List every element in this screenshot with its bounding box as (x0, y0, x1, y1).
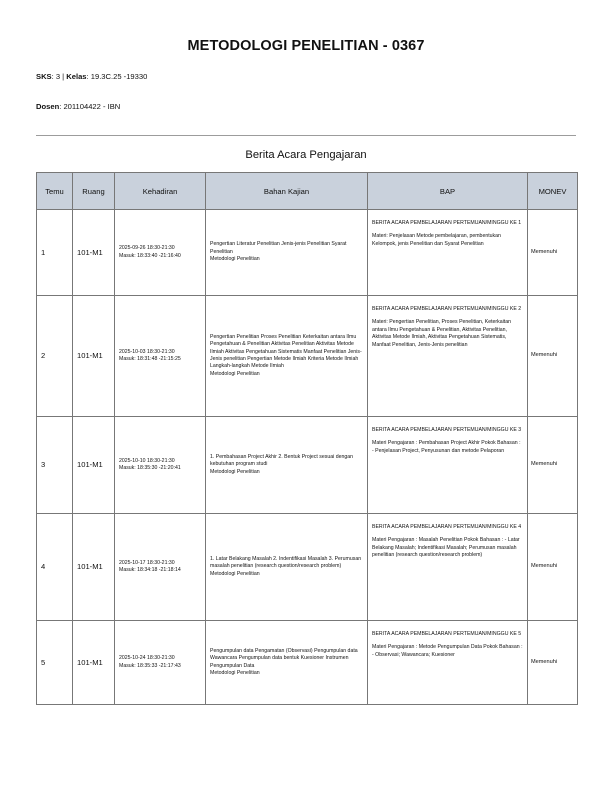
kehadiran-masuk: Masuk: 18:33:40 -21:16:40 (119, 252, 181, 259)
bahan-topik: 1. Pembahasan Project Akhir 2. Bentuk Project sesuai dengan kebutuhan program studi (210, 453, 354, 468)
sks-label: SKS (36, 72, 52, 81)
bahan-topik: Pengumpulan data Pengamatan (Observasi) Pengumpulan data Wawancara Pengumpulan data bentuk Kuesioner Instrumen Pengumpulan Data (210, 647, 358, 669)
bahan-matakuliah: Metodologi Penelitian (210, 669, 260, 676)
kehadiran-masuk: Masuk: 18:31:48 -21:15:25 (119, 356, 181, 362)
cell-monev: Memenuhi (528, 621, 578, 705)
cell-bahan-kajian (206, 210, 368, 296)
bahan-topik: Pengertian Penelitian Proses Penelitian Keterkaitan antara Ilmu Pengetahuan & Penelitian Aktivitas Penelitian Aktivitas Metode Ilmiah Aktivitas Pengetahuan Sistematis Manfaat Penelitian Jenis-Jenis penelitian Pengertian Metode Ilmiah Kriteria Metode Ilmiah Langkah-langkah Metode Ilmiah (210, 333, 362, 370)
kehadiran-jadwal: 2025-10-10 18:30-21:30 (119, 457, 175, 464)
bap-heading: BERITA ACARA PEMBELAJARAN PERTEMUAN/MINGGU KE 3 (372, 427, 522, 433)
dosen-line (36, 102, 120, 111)
table-row (37, 417, 578, 514)
bahan-matakuliah: Metodologi Penelitian (210, 370, 260, 377)
bap-materi: Materi Pengajaran : Metode Pengumpulan Data Pokok Bahasan : - Observasi; Wawancara; Kuesioner (372, 644, 523, 658)
cell-temu: 2 (37, 296, 73, 417)
cell-bahan-kajian (206, 296, 368, 417)
sks-value: : 3 | (51, 72, 67, 81)
header-kehadiran: Kehadiran (115, 173, 206, 210)
cell-bap (368, 210, 528, 296)
cell-monev: Memenuhi (528, 417, 578, 514)
bap-materi: Materi: Pengertian Penelitian, Proses Penelitian, Keterkaitan antara Ilmu Pengetahuan & Penelitian, Aktivitas Penelitian, Aktivitas Metode Ilmiah, Aktivitas Pengetahuan Sistematis, Manfaat Penelitian, Jenis-Jenis penelitian (372, 319, 511, 348)
cell-kehadiran (115, 417, 206, 514)
bap-materi: Materi Pengajaran : Pembahasan Project Akhir Pokok Bahasan : - Penjelasan Project, Penyusunan dan metode Pelaporan (372, 440, 521, 454)
section-title: Berita Acara Pengajaran (245, 149, 367, 161)
cell-bahan-kajian (206, 514, 368, 621)
table-header-row (37, 173, 578, 210)
bahan-matakuliah: Metodologi Penelitian (210, 468, 260, 475)
bap-materi: Materi Pengajaran : Masalah Penelitian Pokok Bahasan : - Latar Belakang Masalah; Indentifikasi Masalah; Perumusan masalah penelitian (research question/research problem) (372, 537, 520, 559)
dosen-value: : 201104422 - IBN (59, 102, 121, 111)
table-row (37, 296, 578, 417)
bap-table (36, 172, 578, 705)
cell-monev: Memenuhi (528, 210, 578, 296)
document-title: METODOLOGI PENELITIAN - 0367 (187, 38, 425, 54)
cell-bahan-kajian (206, 417, 368, 514)
kehadiran-jadwal: 2025-10-03 18:30-21:30 (119, 348, 175, 355)
header-bap: BAP (368, 173, 528, 210)
cell-monev: Memenuhi (528, 296, 578, 417)
header-temu: Temu (37, 173, 73, 210)
cell-ruang: 101-M1 (73, 621, 115, 705)
sks-kelas-line (36, 72, 147, 81)
cell-bap (368, 417, 528, 514)
cell-monev: Memenuhi (528, 514, 578, 621)
bap-heading: BERITA ACARA PEMBELAJARAN PERTEMUAN/MINGGU KE 1 (372, 220, 522, 226)
cell-temu: 3 (37, 417, 73, 514)
kelas-value: : 19.3C.25 -19330 (86, 72, 148, 81)
kehadiran-masuk: Masuk: 18:34:18 -21:18:14 (119, 567, 181, 573)
header-ruang: Ruang (73, 173, 115, 210)
table-row (37, 621, 578, 705)
kehadiran-masuk: Masuk: 18:35:30 -21:20:41 (119, 465, 181, 471)
cell-temu: 1 (37, 210, 73, 296)
divider (36, 135, 576, 136)
cell-ruang: 101-M1 (73, 514, 115, 621)
dosen-label: Dosen (36, 102, 60, 111)
kelas-label: Kelas (66, 72, 87, 81)
table-row (37, 210, 578, 296)
bahan-topik: Pengertian Literatur Penelitian Jenis-jenis Penelitian Syarat Penelitian (210, 241, 347, 255)
bap-heading: BERITA ACARA PEMBELAJARAN PERTEMUAN/MINGGU KE 5 (372, 631, 522, 637)
bahan-topik: 1. Latar Belakang Masalah 2. Indentifikasi Masalah 3. Perumusan masalah penelitian (research question/research problem) (210, 555, 362, 570)
cell-bap (368, 514, 528, 621)
bap-materi: Materi: Penjelasan Metode pembelajaran, pembentukan Kelompok, jenis Penelitian dan Syarat Penelitian (372, 233, 501, 247)
cell-temu: 5 (37, 621, 73, 705)
cell-kehadiran (115, 210, 206, 296)
kehadiran-jadwal: 2025-09-26 18:30-21:30 (119, 245, 175, 252)
kehadiran-masuk: Masuk: 18:35:33 -21:17:43 (119, 662, 181, 669)
bap-heading: BERITA ACARA PEMBELAJARAN PERTEMUAN/MINGGU KE 4 (372, 524, 522, 530)
table-row (37, 514, 578, 621)
cell-ruang: 101-M1 (73, 296, 115, 417)
cell-kehadiran (115, 621, 206, 705)
cell-ruang: 101-M1 (73, 210, 115, 296)
kehadiran-jadwal: 2025-10-24 18:30-21:30 (119, 655, 175, 662)
cell-temu: 4 (37, 514, 73, 621)
cell-kehadiran (115, 296, 206, 417)
header-monev: MONEV (528, 173, 578, 210)
cell-bahan-kajian (206, 621, 368, 705)
bahan-matakuliah: Metodologi Penelitian (210, 570, 260, 577)
cell-kehadiran (115, 514, 206, 621)
header-bahan-kajian: Bahan Kajian (206, 173, 368, 210)
cell-bap (368, 296, 528, 417)
bap-heading: BERITA ACARA PEMBELAJARAN PERTEMUAN/MINGGU KE 2 (372, 306, 522, 312)
cell-bap (368, 621, 528, 705)
bahan-matakuliah: Metodologi Penelitian (210, 256, 260, 263)
cell-ruang: 101-M1 (73, 417, 115, 514)
kehadiran-jadwal: 2025-10-17 18:30-21:30 (119, 559, 175, 566)
